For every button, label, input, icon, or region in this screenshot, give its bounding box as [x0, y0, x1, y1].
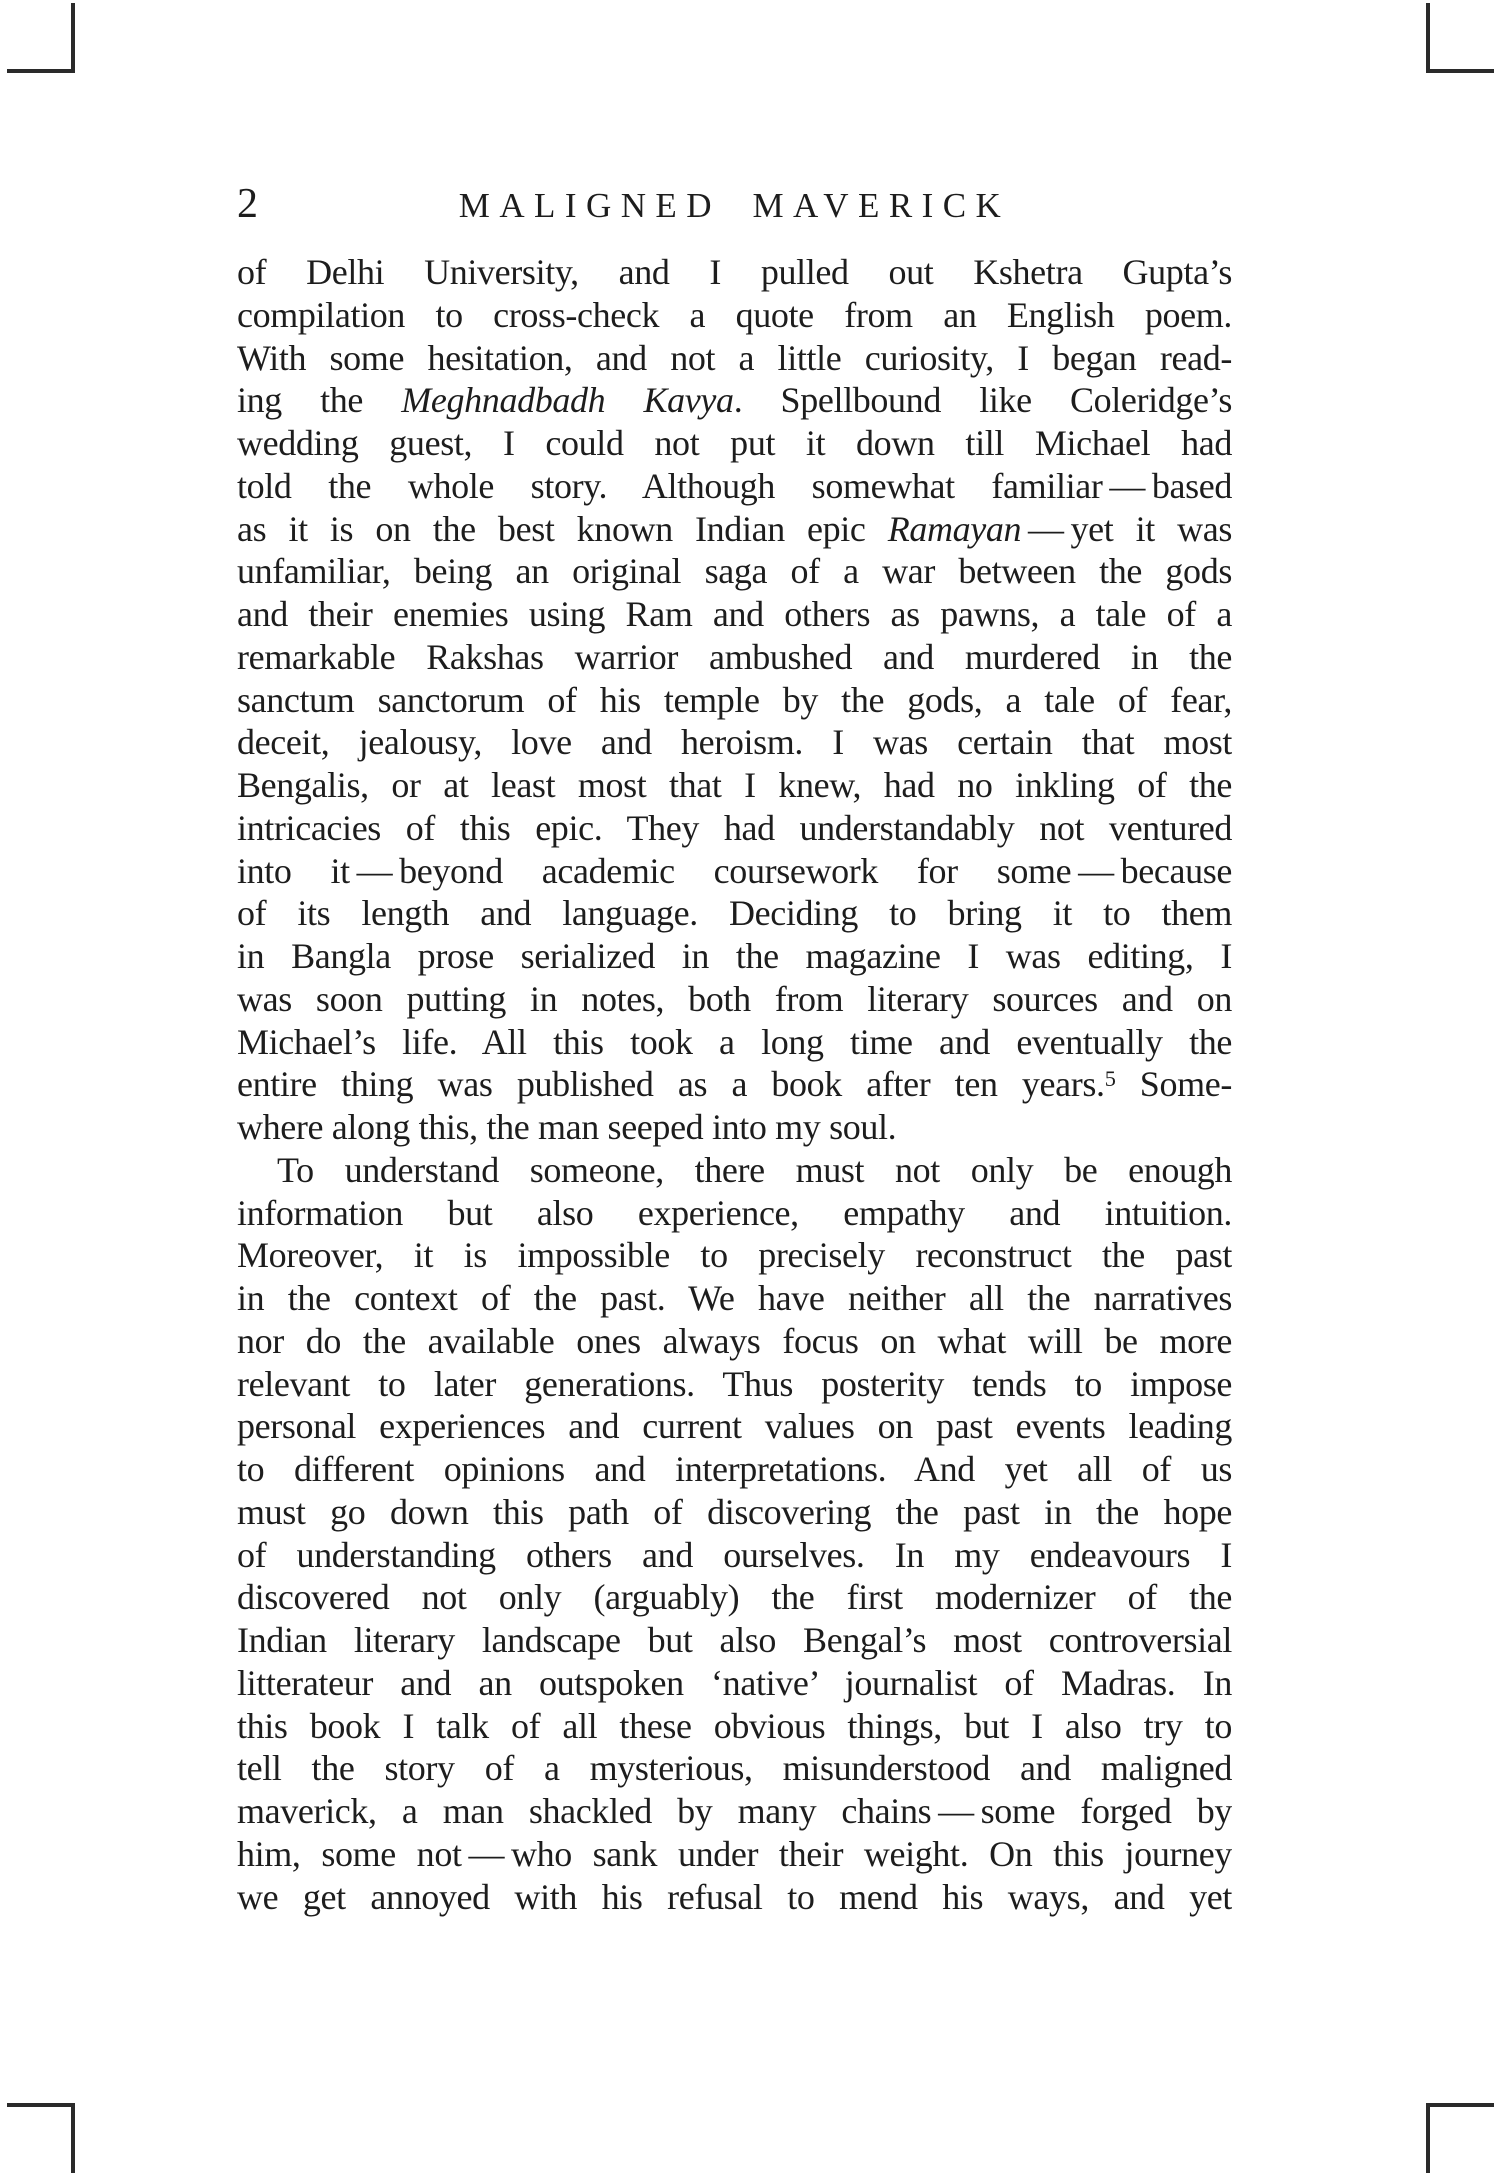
paragraph — [237, 251, 1232, 1149]
text-line: Michael’s life. All this took a long time and eventually the — [237, 1021, 1232, 1062]
crop-mark-bottom-right — [1426, 2103, 1494, 2173]
crop-mark-bottom-left — [7, 2103, 75, 2173]
text-line: remarkable Rakshas warrior ambushed and murdered in the — [237, 636, 1232, 677]
italic-title: Meghnadbadh Kavya — [401, 380, 734, 421]
paragraph — [237, 1149, 1232, 1919]
crop-mark-top-left — [7, 3, 75, 73]
text-line: was soon putting in notes, both from literary sources and on — [237, 978, 1232, 1019]
text-line: wedding guest, I could not put it down till Michael had — [237, 423, 1232, 463]
crop-mark-top-right — [1426, 3, 1494, 73]
text-line: him, some not — who sank under their weight. On this journey — [237, 1833, 1232, 1874]
text-line: into it — beyond academic coursework for some — because — [237, 850, 1232, 891]
text-line: compilation to cross-check a quote from an English poem. — [237, 294, 1232, 335]
text-line: as it is on the best known Indian epic Ramayan — yet it was — [237, 508, 1232, 549]
text-line: intricacies of this epic. They had understandably not ventured — [237, 807, 1232, 848]
text-line: discovered not only (arguably) the first modernizer of the — [237, 1577, 1232, 1618]
text-line: entire thing was published as a book after ten years.$^5$ Some- — [237, 1064, 1232, 1105]
text-line: Indian literary landscape but also Bengal’s most controversial — [237, 1620, 1232, 1660]
text-line: must go down this path of discovering the past in the hope — [237, 1491, 1232, 1532]
text-line: With some hesitation, and not a little curiosity, I began read- — [237, 337, 1232, 378]
text-line: maverick, a man shackled by many chains — some forged by — [237, 1791, 1232, 1831]
text-line: told the whole story. Although somewhat familiar — based — [237, 465, 1232, 506]
text-line: in the context of the past. We have neither all the narratives — [237, 1278, 1232, 1318]
footnote-reference: 5 — [1104, 1066, 1116, 1092]
running-header: MALIGNED MAVERICK — [458, 186, 1011, 225]
text-line: nor do the available ones always focus on what will be more — [237, 1320, 1232, 1361]
text-line: of Delhi University, and I pulled out Kshetra Gupta’s — [237, 252, 1232, 292]
text-line: where along this, the man seeped into my soul. — [237, 1107, 897, 1147]
text-line: in Bangla prose serialized in the magazine I was editing, I — [237, 936, 1232, 976]
text-line: relevant to later generations. Thus posterity tends to impose — [237, 1363, 1232, 1404]
text-line: To understand someone, there must not only be enough — [277, 1149, 1232, 1190]
text-line: personal experiences and current values on past events leading — [237, 1406, 1232, 1447]
text-line: deceit, jealousy, love and heroism. I was certain that most — [237, 722, 1232, 763]
text-line: and their enemies using Ram and others as pawns, a tale of a — [237, 594, 1232, 634]
text-line: of its length and language. Deciding to bring it to them — [237, 893, 1232, 934]
text-line: unfamiliar, being an original saga of a war between the gods — [237, 551, 1232, 592]
text-line: tell the story of a mysterious, misunderstood and maligned — [237, 1748, 1232, 1789]
text-line: we get annoyed with his refusal to mend his ways, and yet — [237, 1876, 1232, 1917]
text-line: ing the Meghnadbadh Kavya. Spellbound like Coleridge’s — [237, 380, 1232, 421]
text-line: information but also experience, empathy and intuition. — [237, 1192, 1232, 1233]
text-line: Moreover, it is impossible to precisely reconstruct the past — [237, 1235, 1232, 1276]
text-line: litterateur and an outspoken ‘native’ journalist of Madras. In — [237, 1662, 1232, 1703]
italic-title: Ramayan — [887, 508, 1022, 549]
text-line: sanctum sanctorum of his temple by the gods, a tale of fear, — [237, 679, 1232, 720]
text-line: to different opinions and interpretations. And yet all of us — [237, 1449, 1232, 1489]
text-line: this book I talk of all these obvious things, but I also try to — [237, 1705, 1232, 1746]
body-text — [237, 251, 1232, 1918]
text-line: of understanding others and ourselves. In my endeavours I — [237, 1534, 1232, 1575]
text-line: Bengalis, or at least most that I knew, had no inkling of the — [237, 765, 1232, 805]
page-number: 2 — [237, 181, 258, 227]
page-header — [237, 173, 1232, 227]
